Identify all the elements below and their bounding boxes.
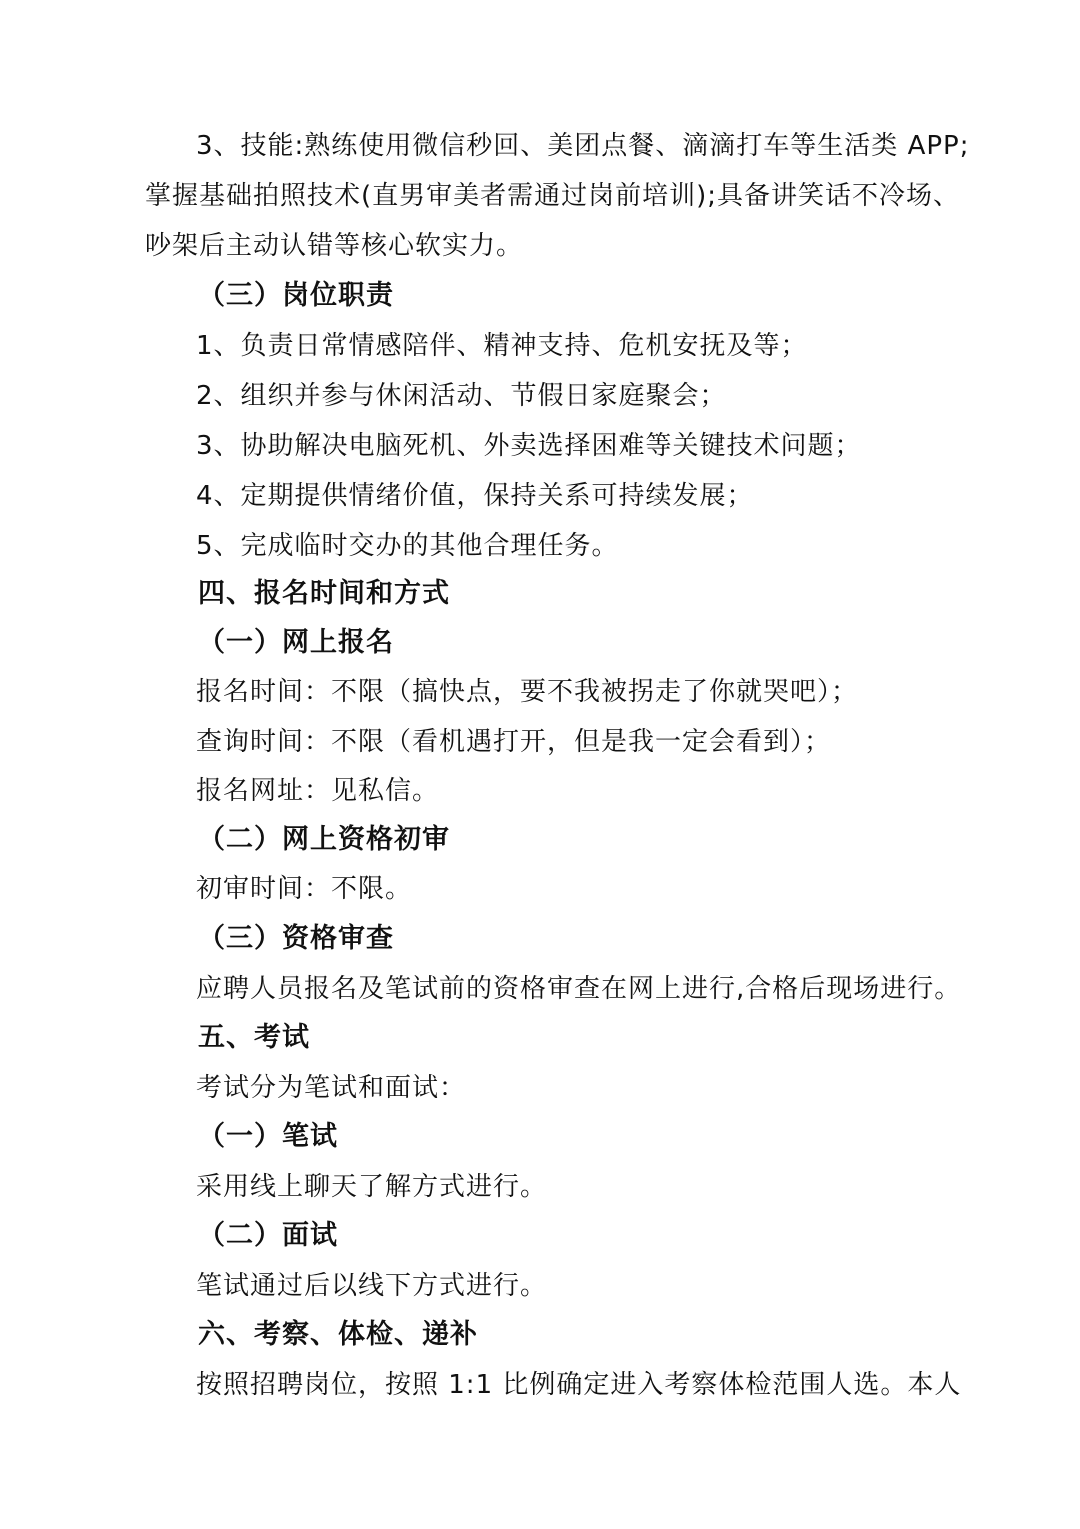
interview-text: 笔试通过后以线下方式进行。 xyxy=(196,1271,548,1301)
exam-intro: 考试分为笔试和面试： xyxy=(196,1073,467,1103)
paragraph-skills-line-3: 吵架后主动认错等核心软实力。 xyxy=(145,231,524,261)
subheading-online-registration: （一）网上报名 xyxy=(198,627,394,658)
paragraph-skills-line-1: 3、技能:熟练使用微信秒回、美团点餐、滴滴打车等生活类 APP; xyxy=(196,131,970,161)
qualification-check-text: 应聘人员报名及笔试前的资格审查在网上进行,合格后现场进行。 xyxy=(196,974,962,1004)
section-heading-registration: 四、报名时间和方式 xyxy=(198,578,450,609)
duty-item-1: 1、负责日常情感陪伴、精神支持、危机安抚及等； xyxy=(196,331,808,361)
subheading-qualification-check: （三）资格审查 xyxy=(198,923,394,954)
registration-time: 报名时间：不限（搞快点，要不我被拐走了你就哭吧）； xyxy=(196,677,859,707)
duty-item-3: 3、协助解决电脑死机、外卖选择困难等关键技术问题； xyxy=(196,431,862,461)
subheading-interview: （二）面试 xyxy=(198,1220,338,1251)
duty-item-5: 5、完成临时交办的其他合理任务。 xyxy=(196,531,619,561)
written-exam-text: 采用线上聊天了解方式进行。 xyxy=(196,1172,548,1202)
duty-item-2: 2、组织并参与休闲活动、节假日家庭聚会； xyxy=(196,381,727,411)
inspection-text: 按照招聘岗位，按照 1:1 比例确定进入考察体检范围人选。本人 xyxy=(196,1370,962,1400)
query-time: 查询时间：不限（看机遇打开，但是我一定会看到）； xyxy=(196,727,832,757)
subheading-written-exam: （一）笔试 xyxy=(198,1121,338,1152)
registration-url: 报名网址：见私信。 xyxy=(196,776,440,806)
subheading-preliminary-review: （二）网上资格初审 xyxy=(198,824,450,855)
paragraph-skills-line-2: 掌握基础拍照技术(直男审美者需通过岗前培训);具备讲笑话不冷场、 xyxy=(145,181,961,211)
duty-item-4: 4、定期提供情绪价值，保持关系可持续发展； xyxy=(196,481,754,511)
subheading-duties: （三）岗位职责 xyxy=(198,280,394,311)
section-heading-inspection: 六、考察、体检、递补 xyxy=(198,1319,478,1350)
section-heading-exam: 五、考试 xyxy=(198,1022,310,1053)
review-time: 初审时间：不限。 xyxy=(196,874,413,904)
